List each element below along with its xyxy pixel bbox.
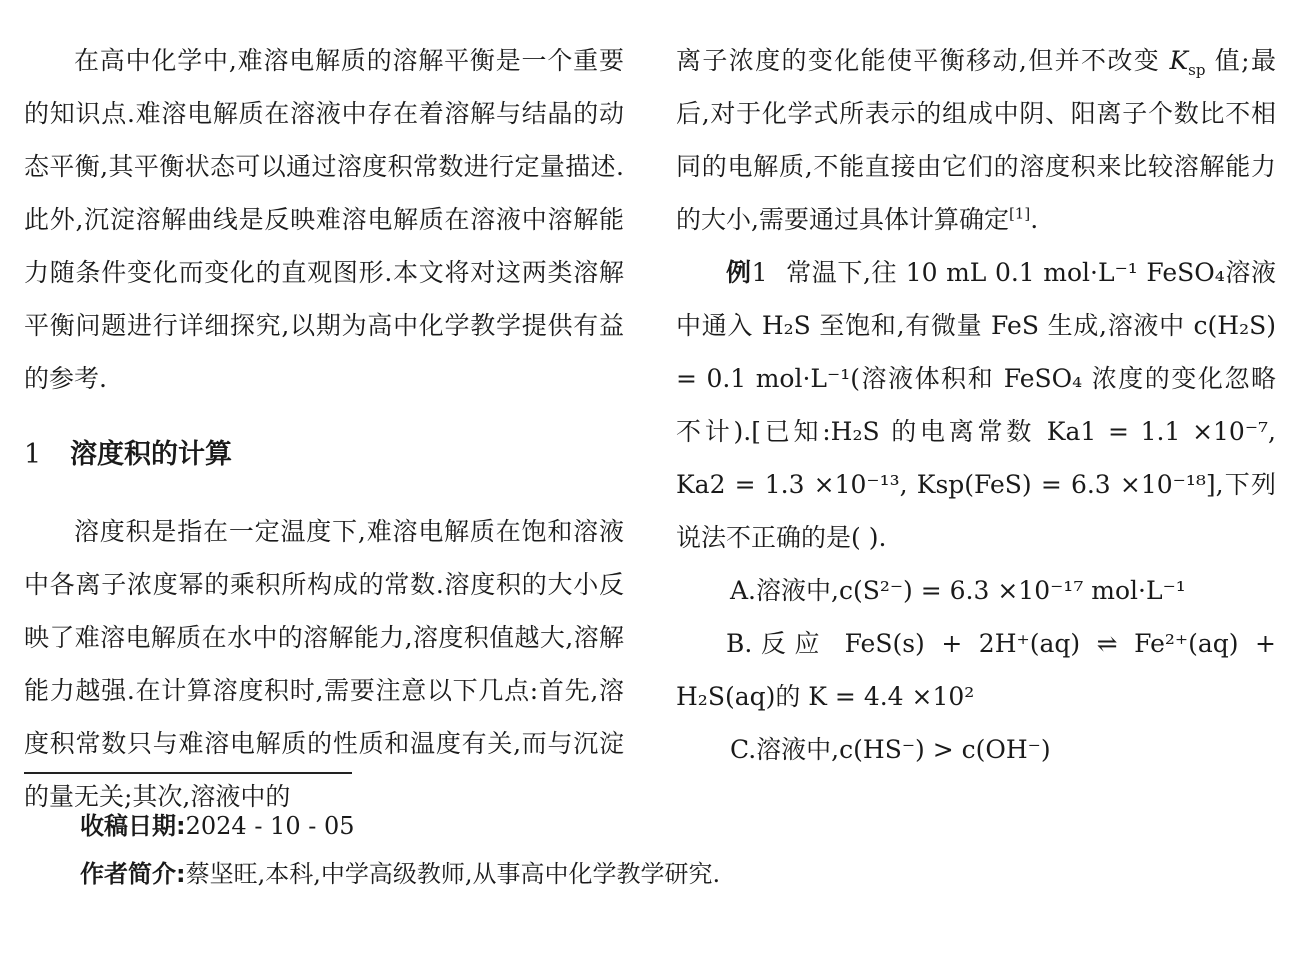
- continuation-text-b: 值;最后,对于化学式所表示的组成中阴、阳离子个数比不相同的电解质,不能直接由它们的溶度积来比较溶解能力的大小,需要通过具体计算确定: [676, 46, 1276, 234]
- option-b: B.反应 FeS(s) + 2H⁺(aq) ⇌ Fe²⁺(aq) + H₂S(aq)的 K = 4.4 ×10²: [676, 629, 1276, 711]
- example-stem: [676, 246, 1276, 564]
- received-label: 收稿日期:: [80, 812, 186, 840]
- right-column: [676, 34, 1276, 776]
- received-date-note: [80, 806, 355, 846]
- section-heading: [24, 425, 624, 485]
- example-label: 例: [726, 258, 752, 287]
- option-a: A.溶液中,c(S²⁻) = 6.3 ×10⁻¹⁷ mol·L⁻¹: [730, 576, 1186, 605]
- option-c: C.溶液中,c(HS⁻) > c(OH⁻): [730, 735, 1051, 764]
- example-stem-text: 常温下,往 10 mL 0.1 mol·L⁻¹ FeSO₄溶液中通入 H₂S 至饱和,有微量 FeS 生成,溶液中 c(H₂S) = 0.1 mol·L⁻¹(溶液体积和 FeSO₄ 浓度的变化忽略不计).[已知:H₂S 的电离常数 Ka1 = 1.1 ×10⁻⁷, Ka2 = 1.3 ×10⁻¹³, Ksp(FeS) = 6.3 ×10⁻¹⁸],下列说法不正确的是( ).: [676, 258, 1276, 552]
- footnote-rule: [24, 772, 352, 774]
- continuation-text-a: 离子浓度的变化能使平衡移动,但并不改变: [676, 46, 1161, 75]
- section-number: 1: [24, 439, 42, 470]
- body-paragraph: 溶度积是指在一定温度下,难溶电解质在饱和溶液中各离子浓度幂的乘积所构成的常数.溶度积的大小反映了难溶电解质在水中的溶解能力,溶度积值越大,溶解能力越强.在计算溶度积时,需要注意以下几点:首先,溶度积常数只与难溶电解质的性质和温度有关,而与沉淀的量无关;其次,溶液中的: [24, 517, 624, 811]
- intro-paragraph: 在高中化学中,难溶电解质的溶解平衡是一个重要的知识点.难溶电解质在溶液中存在着溶解与结晶的动态平衡,其平衡状态可以通过溶度积常数进行定量描述.此外,沉淀溶解曲线是反映难溶电解质在溶液中溶解能力随条件变化而变化的直观图形.本文将对这两类溶解平衡问题进行详细探究,以期为高中化学教学提供有益的参考.: [24, 46, 624, 393]
- citation-ref[interactable]: [1]: [1008, 204, 1031, 223]
- section-title: 溶度积的计算: [70, 439, 232, 470]
- left-column: [24, 34, 624, 823]
- author-info: 蔡坚旺,本科,中学高级教师,从事高中化学教学研究.: [185, 860, 721, 888]
- author-note: [80, 854, 720, 894]
- example-number: 1: [751, 258, 768, 287]
- received-date: 2024 - 10 - 05: [185, 812, 355, 840]
- author-label: 作者简介:: [80, 860, 186, 888]
- continuation-paragraph: 离子浓度的变化能使平衡移动,但并不改变 $K_{sp}$ 值;最后,对于化学式所表示的组成中阴、阳离子个数比不相同的电解质,不能直接由它们的溶度积来比较溶解能力的大小,需要通过具体计算确定[1].: [676, 46, 1276, 234]
